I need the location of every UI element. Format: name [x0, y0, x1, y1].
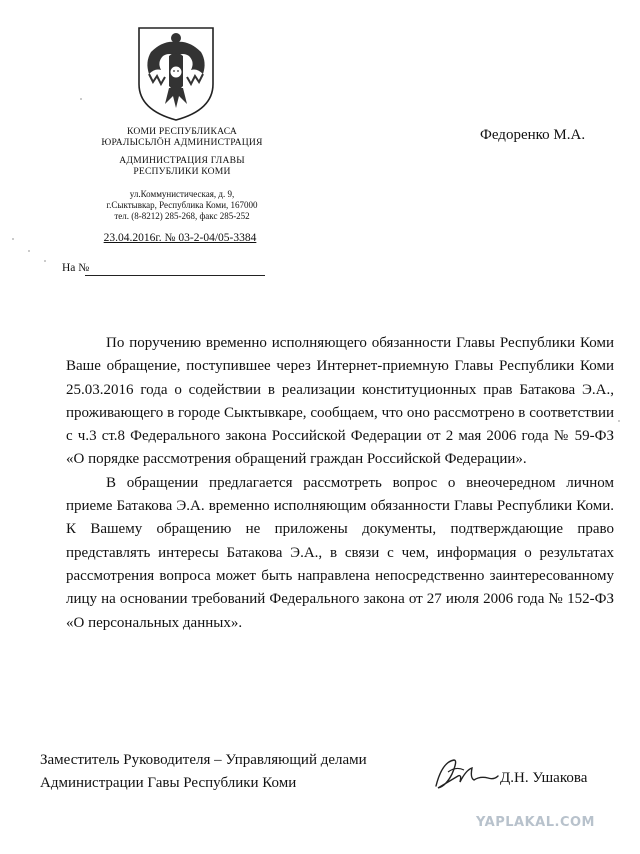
address-phone: тел. (8-8212) 285-268, факс 285-252: [114, 211, 250, 221]
scan-speck: [44, 260, 46, 262]
address-city: г.Сыктывкар, Республика Коми, 167000: [106, 200, 258, 210]
signer-position-line-1: Заместитель Руководителя – Управляющий делами: [40, 752, 367, 768]
org-name-komi-2: ЮРАЛЫСЬЛÖН АДМИНИСТРАЦИЯ: [101, 137, 263, 148]
coat-of-arms-icon: [133, 22, 219, 122]
org-name-komi-1: КОМИ РЕСПУБЛИКАСА: [126, 126, 238, 137]
handwritten-signature: [428, 752, 500, 792]
in-reply-blank-line: [85, 275, 265, 276]
watermark: YAPLAKAL.COM: [476, 815, 595, 830]
org-name-ru-1: АДМИНИСТРАЦИЯ ГЛАВЫ: [119, 155, 245, 166]
body-paragraph-2: В обращении предлагается рассмотреть вопрос о внеочередном личном приеме Батакова Э.А. временно исполняющим обязанности Главы Республики Коми. К Вашему обращению не приложены документы, подтверждающие право представлять интересы Батакова Э.А., в связи с чем, информация о результатах рассмотрения вопроса может быть направлена непосредственно заинтересованному лицу на основании требований Федерального закона от 27 июля 2006 года № 152-ФЗ «О персональных данных».: [66, 474, 614, 631]
org-name-ru-2: РЕСПУБЛИКИ КОМИ: [133, 166, 231, 177]
scan-speck: [12, 238, 14, 240]
scan-speck: [28, 250, 30, 252]
signer-name: Д.Н. Ушакова: [500, 770, 588, 786]
address-street: ул.Коммунистическая, д. 9,: [129, 189, 235, 199]
letter-body: [66, 332, 614, 635]
addressee: Федоренко М.А.: [480, 127, 586, 143]
body-paragraph-1: По поручению временно исполняющего обязанности Главы Республики Коми Ваше обращение, поступившее через Интернет-приемную Главы Республики Коми 25.03.2016 года о содействии в реализации конституционных прав Батакова Э.А., проживающего в городе Сыктывкаре, сообщаем, что оно рассмотрено в соответствии с ч.3 ст.8 Федерального закона Российской Федерации от 2 мая 2006 года № 59-ФЗ «О порядке рассмотрения обращений граждан Российской Федерации».: [66, 335, 614, 468]
scan-speck: [80, 98, 82, 100]
document-reference: 23.04.2016г. № 03-2-04/05-3384: [103, 232, 257, 244]
scan-speck: [618, 420, 620, 422]
in-reply-label: На №: [62, 262, 90, 274]
signer-position-line-2: Администрации Гавы Республики Коми: [40, 775, 297, 791]
